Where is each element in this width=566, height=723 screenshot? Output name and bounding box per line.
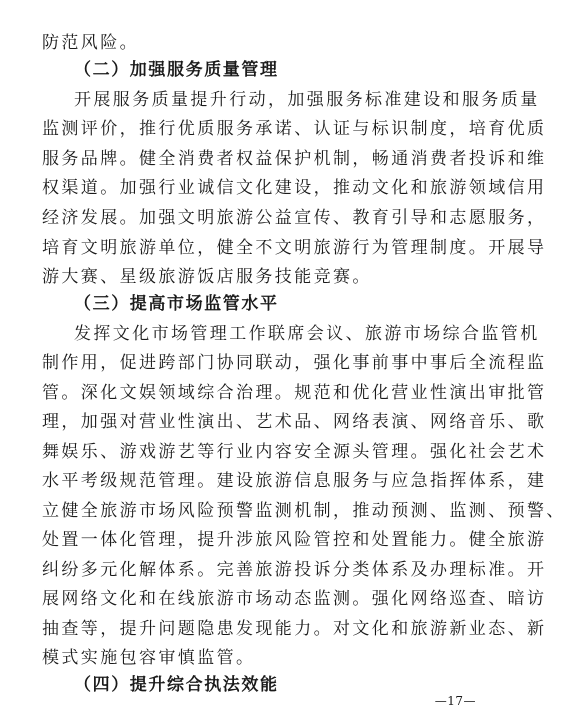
body-text-line: 权渠道。加强行业诚信文化建设，推动文化和旅游领域信用 — [42, 178, 547, 198]
body-text-line: 开展服务质量提升行动，加强服务标准建设和服务质量 — [74, 90, 540, 110]
body-text-line: 监测评价，推行优质服务承诺、认证与标识制度，培育优质 — [42, 119, 547, 139]
body-text-line: 纠纷多元化解体系。完善旅游投诉分类体系及办理标准。开 — [42, 560, 547, 580]
body-text-line: 防范风险。 — [42, 33, 139, 53]
body-text-line: 游大赛、星级旅游饭店服务技能竞赛。 — [42, 267, 372, 287]
body-text-line: 展网络文化和在线旅游市场动态监测。强化网络巡查、暗访 — [42, 589, 547, 609]
section-heading-2: （二）加强服务质量管理 — [74, 60, 279, 80]
page-number: —17— — [434, 694, 476, 708]
body-text-line: 处置一体化管理，提升涉旅风险管控和处置能力。健全旅游 — [42, 530, 547, 550]
body-text-line: 发挥文化市场管理工作联席会议、旅游市场综合监管机 — [74, 324, 540, 344]
body-text-line: 立健全旅游市场风险预警监测机制，推动预测、监测、预警、 — [42, 501, 566, 521]
body-text-line: 培育文明旅游单位，健全不文明旅游行为管理制度。开展导 — [42, 238, 547, 258]
body-text-line: 制作用，促进跨部门协同联动，强化事前事中事后全流程监 — [42, 353, 547, 373]
body-text-line: 服务品牌。健全消费者权益保护机制，畅通消费者投诉和维 — [42, 149, 547, 169]
section-heading-4: （四）提升综合执法效能 — [74, 675, 279, 695]
body-text-line: 理，加强对营业性演出、艺术品、网络表演、网络音乐、歌 — [42, 412, 547, 432]
body-text-line: 管。深化文娱领域综合治理。规范和优化营业性演出审批管 — [42, 383, 547, 403]
body-text-line: 模式实施包容审慎监管。 — [42, 648, 256, 668]
body-text-line: 舞娱乐、游戏游艺等行业内容安全源头管理。强化社会艺术 — [42, 442, 547, 462]
body-text-line: 水平考级规范管理。建设旅游信息服务与应急指挥体系，建 — [42, 471, 547, 491]
section-heading-3: （三）提高市场监管水平 — [74, 294, 279, 314]
body-text-line: 抽查等，提升问题隐患发现能力。对文化和旅游新业态、新 — [42, 619, 547, 639]
body-text-line: 经济发展。加强文明旅游公益宣传、教育引导和志愿服务， — [42, 208, 547, 228]
